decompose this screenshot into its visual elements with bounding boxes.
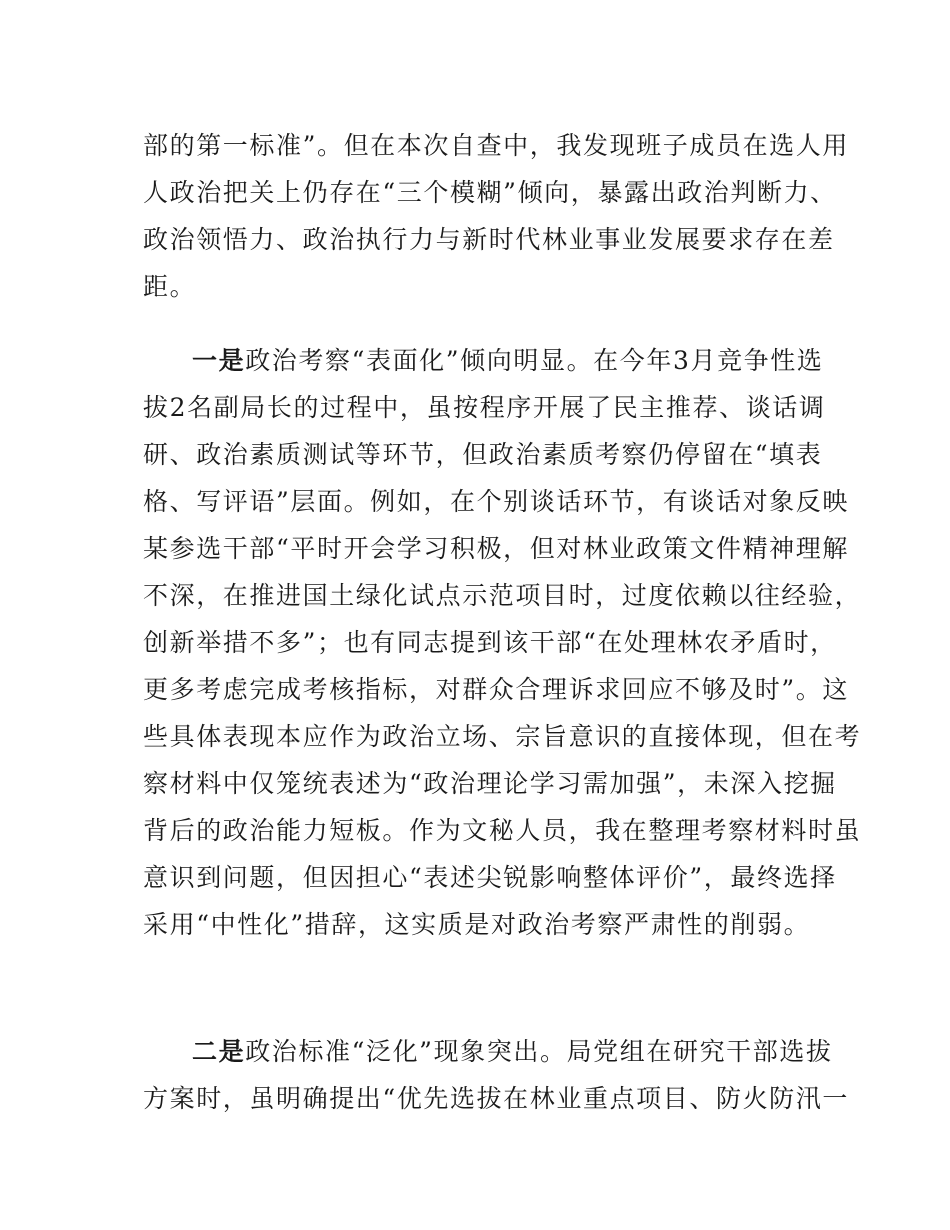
text-line-content: 政治考察“表面化”倾向明显。在今年3月竞争性选	[245, 346, 824, 375]
text-line: 某参选干部“平时开会学习积极，但对林业政策文件精神理解	[143, 534, 849, 563]
text-line: 些具体表现本应作为政治立场、宗旨意识的直接体现，但在考	[143, 722, 862, 751]
text-line: 察材料中仅笼统表述为“政治理论学习需加强”，未深入挖掘	[143, 769, 837, 798]
text-line: 采用“中性化”措辞，这实质是对政治考察严肃性的削弱。	[143, 910, 811, 939]
text-line: 背后的政治能力短板。作为文秘人员，我在整理考察材料时虽	[143, 816, 862, 845]
paragraph-2	[143, 337, 862, 948]
text-line: 部的第一标准”。但在本次自查中，我发现班子成员在选人用	[143, 131, 849, 160]
paragraph-1	[143, 122, 849, 310]
text-line-first	[143, 337, 824, 384]
text-line: 更多考虑完成考核指标，对群众合理诉求回应不够及时”。这	[143, 675, 849, 704]
text-line: 政治领悟力、政治执行力与新时代林业事业发展要求存在差	[143, 225, 835, 254]
text-line: 格、写评语”层面。例如，在个别谈话环节，有谈话对象反映	[143, 487, 849, 516]
text-line: 研、政治素质测试等环节，但政治素质考察仍停留在“填表	[143, 440, 823, 469]
paragraph-lead-heading: 二是	[192, 1037, 246, 1066]
text-line: 方案时，虽明确提出“优先选拔在林业重点项目、防火防汛一	[143, 1084, 849, 1113]
text-line: 不深，在推进国土绿化试点示范项目时，过度依赖以往经验，	[143, 581, 862, 610]
text-line: 创新举措不多”；也有同志提到该干部“在处理林农矛盾时，	[143, 628, 837, 657]
text-line: 拔2名副局长的过程中，虽按程序开展了民主推荐、谈话调	[143, 393, 826, 422]
text-line: 距。	[143, 272, 197, 301]
text-line-first	[143, 1028, 833, 1075]
text-line: 意识到问题，但因担心“表述尖锐影响整体评价”，最终选择	[143, 863, 837, 892]
text-line: 人政治把关上仍存在“三个模糊”倾向，暴露出政治判断力、	[143, 178, 837, 207]
paragraph-3	[143, 1028, 849, 1122]
paragraph-lead-heading: 一是	[192, 346, 246, 375]
text-line-content: 政治标准“泛化”现象突出。局党组在研究干部选拔	[245, 1037, 833, 1066]
